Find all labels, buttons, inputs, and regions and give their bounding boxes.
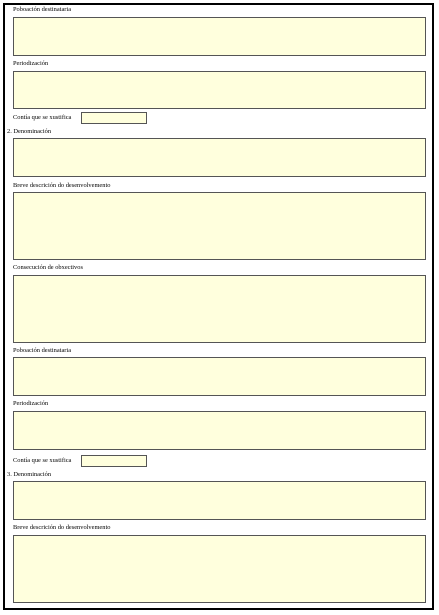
poboacion-field-1[interactable] [13,17,426,56]
contia-label-2: Contía que se xustifica [13,457,72,464]
breve-label-3: Breve descrición do desenvolvemento [13,524,111,531]
contia-field-1[interactable] [81,112,147,124]
section-title-3: 3. Denominación [7,471,52,478]
poboacion-label-1: Poboación destinataria [13,6,72,13]
periodizacion-label-1: Periodización [13,60,49,67]
periodizacion-field-2[interactable] [13,411,426,450]
contia-field-2[interactable] [81,455,147,467]
consecucion-field-2[interactable] [13,275,426,343]
denominacion-field-2[interactable] [13,138,426,177]
breve-field-3[interactable] [13,535,426,603]
periodizacion-label-2: Periodización [13,400,49,407]
periodizacion-field-1[interactable] [13,71,426,109]
breve-label-2: Breve descrición do desenvolvemento [13,182,111,189]
contia-label-1: Contía que se xustifica [13,114,72,121]
section-title-2: 2. Denominación [7,128,52,135]
breve-field-2[interactable] [13,192,426,260]
consecucion-label-2: Consecución de obxectivos [13,264,83,271]
poboacion-field-2[interactable] [13,357,426,396]
denominacion-field-3[interactable] [13,481,426,520]
poboacion-label-2: Poboación destinataria [13,347,72,354]
